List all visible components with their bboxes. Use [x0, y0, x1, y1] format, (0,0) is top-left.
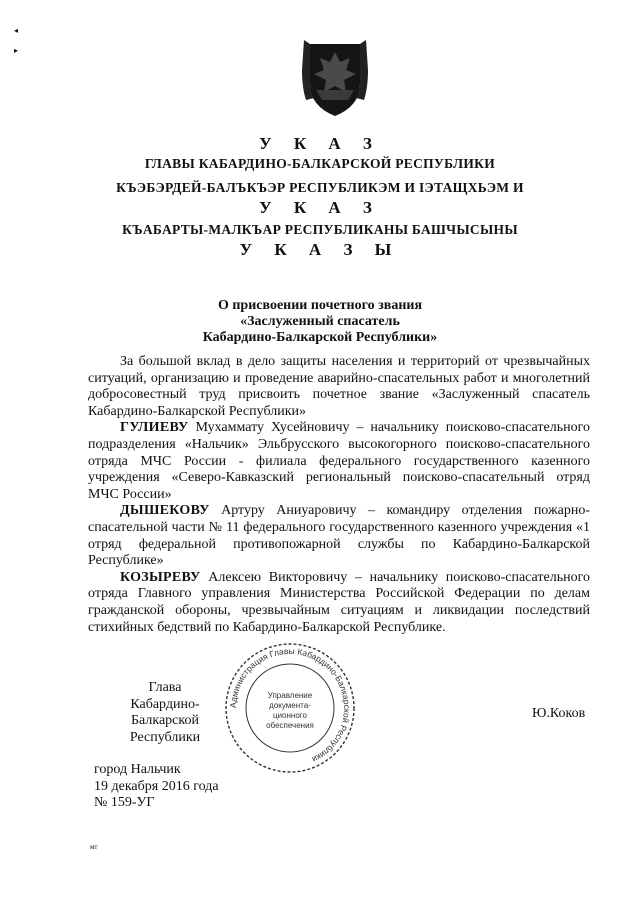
signatory-position-line: Республики — [129, 729, 201, 745]
decree-body — [88, 354, 590, 636]
awardee-details: Мухаммату Хусейновичу – начальнику поисково-спасательного подразделения «Нальчик» Эльбрусского высокогорного поисково-спасательного отряда МЧС России - филиала федерального государственного казенного учреждения «Северо-Кавказский региональный поисково-спасательный отряд МЧС России» — [88, 420, 590, 502]
signatory-position — [100, 680, 230, 746]
ukaz-heading-balkar: У К А З Ы — [239, 240, 401, 259]
heading-kabardian: КЪЭБЭРДЕЙ-БАЛЪКЪЭР РЕСПУБЛИКЭМ И ІЭТАЩХЬЭМ И — [116, 180, 524, 195]
awardee-paragraph — [88, 570, 590, 636]
awardee-surname: ДЫШЕКОВУ — [120, 503, 210, 519]
heading-balkar: КЪАБАРТЫ-МАЛКЪАР РЕСПУБЛИКАНЫ БАШЧЫСЫНЫ — [122, 222, 518, 237]
decree-number: № 159-УГ — [94, 795, 155, 810]
scan-mark: ◂ — [14, 26, 19, 35]
seal-center-text: обеспечения — [266, 721, 314, 730]
issue-city: город Нальчик — [94, 762, 181, 777]
official-seal-stamp — [222, 640, 358, 776]
heading-russian: ГЛАВЫ КАБАРДИНО-БАЛКАРСКОЙ РЕСПУБЛИКИ — [144, 156, 496, 171]
seal-center-text: Управление — [267, 691, 313, 700]
awardee-paragraph — [88, 503, 590, 569]
decree-title-line: «Заслуженный спасатель — [240, 314, 400, 329]
signatory-name: Ю.Коков — [532, 706, 586, 721]
seal-ring-text-path: Администрация Главы Кабардино-Балкарской Республики — [227, 645, 353, 765]
seal-center-text: документа- — [269, 701, 311, 710]
coat-of-arms-emblem — [302, 40, 368, 118]
issue-date: 19 декабря 2016 года — [94, 778, 219, 794]
signatory-position-line: Глава — [148, 680, 182, 695]
awardee-surname: ГУЛИЕВУ — [120, 420, 189, 436]
signatory-position-line: Кабардино-Балкарской — [130, 696, 200, 728]
awardee-surname: КОЗЫРЕВУ — [120, 569, 201, 585]
decree-title-line: Кабардино-Балкарской Республики» — [202, 330, 438, 345]
ukaz-heading-kabardian: У К А З — [259, 198, 381, 217]
ukaz-heading: У К А З — [259, 134, 381, 153]
scan-mark: ▸ — [14, 46, 19, 55]
awardee-details: Алексею Викторовичу – начальнику поисково-спасательного отряда Главного управления Министерства Российской Федерации по делам гражданской обороны, чрезвычайным ситуациям и ликвидации последствий стихийных бедствий по Кабардино-Балкарской Республике. — [88, 569, 590, 635]
decree-title-line: О присвоении почетного звания — [217, 298, 423, 313]
seal-center-text: ционного — [273, 711, 307, 720]
awardee-paragraph — [88, 420, 590, 503]
decree-title — [0, 298, 640, 346]
decree-intro: За большой вклад в дело защиты населения и территорий от чрезвычайных ситуаций, организацию и проведение аварийно-спасательных работ и многолетний добросовестный труд присвоить почетное звание «Заслуженный спасатель Кабардино-Балкарской Республики» — [88, 354, 590, 419]
decree-footer — [94, 762, 219, 812]
executor-initials: мт — [90, 843, 98, 851]
awardee-details: Артуру Аниуаровичу – командиру отделения пожарно-спасательной части № 11 федерального государственного казенного учреждения «1 отряд федеральной противопожарной службы по Кабардино-Балкарской Республике» — [88, 503, 590, 569]
